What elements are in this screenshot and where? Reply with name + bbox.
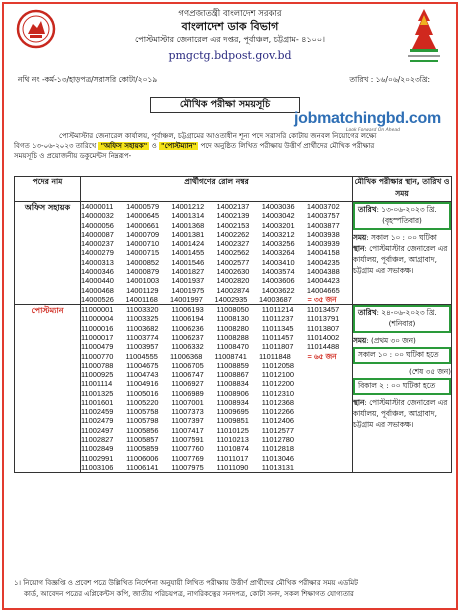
memo-number: নথি নং -কর্ম-১৩/হাড়পত্র/সরাসরি কোটা/২০১৯ xyxy=(18,75,158,84)
slot-2-time-box: বিকাল ২ : ০০ ঘটিকা হতে xyxy=(353,378,451,395)
roll-number: 14003410 xyxy=(261,257,295,267)
roll-row xyxy=(81,267,352,276)
roll-number: 11013457 xyxy=(306,305,340,315)
roll-list-postman xyxy=(81,305,353,473)
roll-number xyxy=(307,463,352,472)
roll-number: 14002630 xyxy=(216,266,250,276)
schedule-office-assistant xyxy=(353,202,452,305)
roll-number: 11007417 xyxy=(171,425,204,435)
roll-number: 14003201 xyxy=(261,220,295,230)
roll-number: 14003702 xyxy=(306,202,340,211)
roll-number: 14004665 xyxy=(306,285,340,295)
roll-number: 11001114 xyxy=(81,379,113,389)
roll-row xyxy=(81,286,352,295)
footer-notes xyxy=(14,578,446,599)
footer-line-2: কার্ড, আবেদন পত্রের এপ্লিকেন্টস কপি, জাতীয় পরিচয়পত্র, নাগরিকত্বের সনদপত্র, কোটা সনদ, সকল শিক্ষাগত যোগ্যতার xyxy=(24,589,354,598)
roll-number xyxy=(307,398,352,407)
table-header-row xyxy=(15,177,452,202)
roll-number: 11003320 xyxy=(126,305,159,315)
roll-number xyxy=(307,389,352,398)
roll-number: 11004916 xyxy=(126,379,159,389)
roll-number: 11002497 xyxy=(81,425,114,435)
roll-number: 11007975 xyxy=(171,462,204,472)
roll-number: 14000852 xyxy=(126,257,160,267)
roll-number: 14001168 xyxy=(125,294,158,304)
group-postman xyxy=(15,305,452,473)
candidate-count: = ৩৫ জন xyxy=(307,294,337,304)
roll-number: 11008741 xyxy=(214,351,247,361)
roll-number: 11012200 xyxy=(261,379,295,389)
roll-row xyxy=(81,221,352,230)
website-link[interactable]: pmgctg.bdpost.gov.bd xyxy=(168,49,292,62)
roll-number xyxy=(307,444,352,453)
roll-number: 11012100 xyxy=(261,370,295,380)
place-label: স্থান xyxy=(353,397,365,407)
roll-number: 11006332 xyxy=(171,342,204,352)
date-value: ১৩-০৬-২০২৩ খ্রি. xyxy=(381,205,437,214)
roll-number: 14000440 xyxy=(81,276,114,286)
roll-number: 14000237 xyxy=(81,239,114,249)
roll-number: 11006006 xyxy=(126,453,159,463)
roll-number: 14002562 xyxy=(216,248,250,258)
intro-line-1: পোস্টমাস্টার জেনারেল কার্যালয়, পূর্বাঞ্চল, চট্টগ্রামের আওতাধীন শূন্য পদে সরাসরি কোটায় জনবল নিয়োগের লক্ষ্যে xyxy=(59,132,377,140)
roll-row xyxy=(81,454,352,463)
roll-number: 14000661 xyxy=(126,220,160,230)
roll-number: 11000788 xyxy=(81,360,114,370)
roll-number: 11011807 xyxy=(261,342,294,352)
roll-row xyxy=(81,248,352,257)
roll-number: 11006193 xyxy=(171,305,204,315)
roll-number: 11011017 xyxy=(216,453,249,463)
roll-number xyxy=(307,361,352,370)
roll-number xyxy=(307,416,352,425)
watermark-site: jobmatchingbd.com xyxy=(294,110,441,127)
roll-number: 11010874 xyxy=(216,444,249,454)
roll-number: 11007373 xyxy=(171,407,204,417)
roll-number: 14000032 xyxy=(81,211,114,221)
roll-row xyxy=(81,230,352,239)
roll-number: 11003774 xyxy=(126,332,159,342)
roll-number xyxy=(307,426,352,435)
roll-number: 14001937 xyxy=(171,276,205,286)
roll-number: 11013791 xyxy=(306,314,340,324)
roll-number: 11003682 xyxy=(126,323,159,333)
roll-number xyxy=(307,370,352,379)
roll-number: 11012266 xyxy=(261,407,295,417)
roll-number: 14001368 xyxy=(171,220,205,230)
roll-number: 11012780 xyxy=(261,435,295,445)
roll-row xyxy=(81,444,352,453)
roll-number: 14000526 xyxy=(81,294,114,304)
roll-number: 11008288 xyxy=(216,332,249,342)
roll-number: 11008470 xyxy=(216,342,249,352)
roll-number: 11005758 xyxy=(126,407,159,417)
roll-number: 14003877 xyxy=(306,220,340,230)
roll-number: 11007397 xyxy=(171,416,204,426)
roll-number: 11012368 xyxy=(261,397,295,407)
time-line: সময়: সকাল ১০ : ০০ ঘটিকা xyxy=(353,232,437,242)
roll-number: 14003036 xyxy=(261,202,295,211)
roll-number: 11008934 xyxy=(216,397,249,407)
roll-number: 14000715 xyxy=(126,248,160,258)
roll-row xyxy=(81,333,352,342)
roll-number: 11011214 xyxy=(261,305,294,315)
roll-number: 11001325 xyxy=(81,388,114,398)
government-name: গণপ্রজাতন্ত্রী বাংলাদেশ সরকার xyxy=(178,9,282,19)
roll-row xyxy=(81,258,352,267)
roll-number: 11009851 xyxy=(216,416,249,426)
roll-number: 14000709 xyxy=(126,229,160,239)
roll-number: 11006705 xyxy=(171,360,204,370)
roll-number: 14003687 xyxy=(259,294,292,304)
header-rolls: প্রার্থীগণের রোল নম্বর xyxy=(81,177,353,202)
header-post: পদের নাম xyxy=(15,177,81,202)
intro-paragraph xyxy=(14,131,444,161)
roll-row xyxy=(81,463,352,472)
roll-number: 14002327 xyxy=(216,239,250,249)
roll-number: 11006927 xyxy=(171,379,204,389)
roll-number: 11000925 xyxy=(81,370,114,380)
roll-number: 11010125 xyxy=(216,425,249,435)
roll-number: 11006368 xyxy=(170,351,203,361)
roll-number: 11002991 xyxy=(81,453,114,463)
roll-number: 14000346 xyxy=(81,266,114,276)
roll-number: 11006989 xyxy=(171,388,204,398)
time-value: সকাল ১০ : ০০ ঘটিকা xyxy=(370,232,437,242)
roll-number: 11000770 xyxy=(81,351,114,361)
roll-number: 14001546 xyxy=(171,257,205,267)
roll-number: 11003957 xyxy=(126,342,159,352)
roll-number: 14001997 xyxy=(170,294,203,304)
roll-row xyxy=(81,389,352,398)
place-value: পোস্টমাস্টার জেনারেল এর কার্যালয়, পূর্বাঞ্চল, আগ্রাবাদ, চট্টগ্রাম এর সভাকক্ষ। xyxy=(353,243,448,275)
intro-line-3: সময়সূচি ও প্রয়োজনীয় ডকুমেন্টস নিম্নরূপ- xyxy=(14,152,132,161)
roll-number: 14000056 xyxy=(81,220,114,230)
place-value: পোস্টমাস্টার জেনারেল এর কার্যালয়, পূর্বাঞ্চল, আগ্রাবাদ, চট্টগ্রাম এর সভাকক্ষ। xyxy=(353,397,448,429)
roll-number: 11007001 xyxy=(171,397,204,407)
roll-number: 14000710 xyxy=(126,239,160,249)
roll-number: 14004235 xyxy=(306,257,340,267)
place-line: স্থান: পোস্টমাস্টার জেনারেল এর কার্যালয়, পূর্বাঞ্চল, আগ্রাবাদ, চট্টগ্রাম এর সভাকক্ষ। xyxy=(353,243,448,275)
roll-number: 14001003 xyxy=(126,276,160,286)
roll-number: 11003106 xyxy=(81,462,114,472)
roll-number: 14004423 xyxy=(306,276,340,286)
roll-row xyxy=(81,426,352,435)
roll-number: 14003938 xyxy=(306,229,340,239)
roll-number: 11008130 xyxy=(216,314,249,324)
roll-row xyxy=(81,342,352,351)
roll-number: 14001212 xyxy=(171,202,205,211)
roll-number: 11000001 xyxy=(81,305,114,315)
roll-number: 14000879 xyxy=(126,266,160,276)
roll-number: 11005859 xyxy=(126,444,159,454)
roll-number: 14001827 xyxy=(171,266,205,276)
roll-number: 14002577 xyxy=(216,257,250,267)
roll-number: 11011237 xyxy=(261,314,294,324)
roll-number: 11012577 xyxy=(261,425,295,435)
roll-row xyxy=(81,398,352,407)
roll-number: 11007760 xyxy=(171,444,204,454)
time-line: সময়: (প্রথম ৩০ জন) xyxy=(353,335,416,345)
roll-number: 11002459 xyxy=(81,407,114,417)
roll-number: 11011090 xyxy=(216,462,249,472)
roll-number: 14004388 xyxy=(306,266,340,276)
roll-number: 11009695 xyxy=(216,407,249,417)
roll-number: 11011345 xyxy=(261,323,294,333)
roll-number xyxy=(307,454,352,463)
date-value: ২৪-০৬-২০২৩ খ্রি. xyxy=(381,308,437,318)
roll-number: 11013046 xyxy=(261,453,295,463)
department-name: বাংলাদেশ ডাক বিভাগ xyxy=(181,20,279,33)
roll-number: 14003264 xyxy=(261,248,295,258)
roll-number: 11005857 xyxy=(126,435,159,445)
roll-number: 11008906 xyxy=(216,388,249,398)
roll-number xyxy=(307,407,352,416)
roll-list-office-assistant xyxy=(81,202,353,305)
roll-number: 14001314 xyxy=(171,211,205,221)
slot-1-time-box: সকাল ১০ : ০০ ঘটিকা হতে xyxy=(353,347,451,364)
post-name-office-assistant: অফিস সহায়ক xyxy=(15,202,81,305)
roll-number: 11003325 xyxy=(126,314,159,324)
roll-number: 14003757 xyxy=(306,211,340,221)
post-postman-highlight: "পোস্টম্যান" xyxy=(160,142,197,151)
roll-row xyxy=(81,305,352,314)
roll-number: 11012818 xyxy=(261,444,295,454)
roll-number: 11005016 xyxy=(126,388,159,398)
date-label: তারিখ xyxy=(358,308,377,318)
time-label: সময় xyxy=(353,232,367,242)
roll-number: 14001381 xyxy=(171,229,205,239)
roll-number: 11000016 xyxy=(81,323,114,333)
roll-number: 11013131 xyxy=(261,462,295,472)
roll-row xyxy=(81,370,352,379)
interview-schedule-table xyxy=(14,176,452,473)
roll-number: 14002874 xyxy=(216,285,250,295)
slot-1-group: (প্রথম ৩০ জন) xyxy=(370,335,416,345)
roll-number: 11011848 xyxy=(259,351,291,361)
roll-number: 11008050 xyxy=(216,305,249,315)
issue-date: তারিখ : ১৬/০৬/২০২৩খ্রি: xyxy=(349,75,430,84)
roll-row xyxy=(81,361,352,370)
roll-number: 11007769 xyxy=(171,453,204,463)
roll-row xyxy=(81,314,352,323)
day-value: (শনিবার) xyxy=(388,319,416,329)
roll-number: 14000645 xyxy=(126,211,160,221)
date-box: তারিখ: ২৪-০৬-২০২৩ খ্রি. (শনিবার) xyxy=(353,305,451,333)
roll-row xyxy=(81,435,352,444)
date-box: তারিখ: ১৩-০৬-২০২৩ খ্রি. (বৃহস্পতিবার) xyxy=(353,202,451,230)
office-address: পোস্টমাস্টার জেনারেল এর দপ্তর, পূর্বাঞ্চল, চট্টগ্রাম- ৪১০০। xyxy=(135,35,325,44)
schedule-postman xyxy=(353,305,452,473)
roll-number: 11012406 xyxy=(261,416,295,426)
roll-number: 14003622 xyxy=(261,285,295,295)
roll-number: 14003042 xyxy=(261,211,295,221)
roll-number: 11006747 xyxy=(171,370,204,380)
roll-number: 11002479 xyxy=(81,416,114,426)
intro-line-2-rest: পদে অনুষ্ঠিত লিখিত পরীক্ষায় উত্তীর্ণ প্রার্থীদের মৌখিক পরীক্ষার xyxy=(200,142,375,151)
roll-number: 14002139 xyxy=(216,211,250,221)
post-name-postman: পোস্টম্যান xyxy=(15,305,81,473)
roll-number: 14000279 xyxy=(81,248,114,258)
roll-number: 14003212 xyxy=(261,229,295,239)
group-office-assistant xyxy=(15,202,452,305)
roll-number: 14002935 xyxy=(214,294,248,304)
time-label: সময় xyxy=(353,335,367,345)
roll-number: 14003574 xyxy=(261,266,295,276)
roll-number: 14001424 xyxy=(171,239,205,249)
candidate-count: = ৬৫ জন xyxy=(307,351,337,361)
place-line: স্থান: পোস্টমাস্টার জেনারেল এর কার্যালয়, পূর্বাঞ্চল, আগ্রাবাদ, চট্টগ্রাম এর সভাকক্ষ। xyxy=(353,397,448,429)
roll-row xyxy=(81,352,352,361)
roll-number: 14000011 xyxy=(81,202,114,211)
roll-number: 11006236 xyxy=(171,323,204,333)
roll-number: 11001601 xyxy=(81,397,114,407)
roll-number: 11008867 xyxy=(216,370,249,380)
place-label: স্থান xyxy=(353,243,365,253)
roll-row xyxy=(81,416,352,425)
roll-number xyxy=(307,379,352,388)
roll-number: 11004743 xyxy=(126,370,159,380)
roll-number: 11012058 xyxy=(261,360,295,370)
intro-date-text: বিগত ১৩-০৬-২০২৩ তারিখে xyxy=(14,142,97,151)
roll-row xyxy=(81,379,352,388)
watermark-tagline: Look Forward On Ahead xyxy=(346,128,400,133)
roll-row xyxy=(81,239,352,248)
roll-number: 11014002 xyxy=(306,332,340,342)
roll-number: 11007591 xyxy=(171,435,204,445)
roll-number: 14002262 xyxy=(216,229,250,239)
bangladesh-post-logo xyxy=(16,9,56,49)
roll-number: 11008280 xyxy=(216,323,249,333)
roll-number: 11005798 xyxy=(126,416,159,426)
roll-number: 14000313 xyxy=(81,257,114,267)
roll-number: 11000004 xyxy=(81,314,114,324)
roll-number: 14000468 xyxy=(81,285,114,295)
roll-number: 14004158 xyxy=(306,248,340,258)
roll-number: 11004555 xyxy=(125,351,158,361)
day-value: (বৃহস্পতিবার) xyxy=(382,215,422,225)
roll-number: 14001455 xyxy=(171,248,205,258)
roll-number: 11011457 xyxy=(261,332,294,342)
date-label: তারিখ xyxy=(358,205,377,214)
page-title: মৌখিক পরীক্ষা সময়সূচি xyxy=(150,97,300,113)
roll-number: 14001129 xyxy=(126,285,159,295)
post-office-assistant-highlight: "অফিস সহায়ক" xyxy=(100,142,148,151)
roll-number: 11010213 xyxy=(216,435,249,445)
digital-bangladesh-logo xyxy=(400,7,448,65)
roll-number: 14002820 xyxy=(216,276,250,286)
roll-number: 11002827 xyxy=(81,435,114,445)
slot-2-group: (শেষ ৩৫ জন) xyxy=(409,366,451,376)
roll-row xyxy=(81,324,352,333)
roll-number xyxy=(307,435,352,444)
roll-number: 11002849 xyxy=(81,444,114,454)
roll-number: 11004675 xyxy=(126,360,159,370)
roll-number: 11006237 xyxy=(171,332,204,342)
roll-number: 14002137 xyxy=(216,202,250,211)
roll-number: 14000579 xyxy=(126,202,160,211)
roll-number: 11008859 xyxy=(216,360,249,370)
roll-row xyxy=(81,211,352,220)
roll-number: 11005220 xyxy=(126,397,159,407)
footer-line-1: ১। নিয়োগ বিজ্ঞপ্তি ও প্রবেশ পত্রে উল্লিখিত নির্দেশনা অনুযায়ী লিখিত পরীক্ষায় উত্তীর্ণ প্রার্থীদের মৌখিক পরীক্ষার সময় এডমিট xyxy=(14,579,358,587)
roll-number: 14003939 xyxy=(306,239,340,249)
roll-number: 11013807 xyxy=(306,323,340,333)
roll-number: 11012310 xyxy=(261,388,295,398)
intro-line-2 xyxy=(14,141,444,151)
roll-number: 11000479 xyxy=(81,342,114,352)
roll-number: 14001975 xyxy=(171,285,205,295)
roll-number: 11008834 xyxy=(216,379,249,389)
roll-row xyxy=(81,276,352,285)
header-schedule: মৌখিক পরীক্ষার স্থান, তারিখ ও সময় xyxy=(353,177,452,202)
roll-number: 11014488 xyxy=(306,342,340,352)
roll-number: 11006141 xyxy=(126,462,159,472)
roll-row xyxy=(81,295,352,304)
roll-number: 11006194 xyxy=(171,314,204,324)
roll-row xyxy=(81,202,352,211)
roll-number: 14003606 xyxy=(261,276,295,286)
roll-row xyxy=(81,407,352,416)
roll-number: 14000087 xyxy=(81,229,114,239)
roll-number: 14003256 xyxy=(261,239,295,249)
intro-and: ও xyxy=(151,142,157,151)
roll-number: 11000017 xyxy=(81,332,114,342)
roll-number: 11005856 xyxy=(126,425,159,435)
roll-number: 14002153 xyxy=(216,220,250,230)
